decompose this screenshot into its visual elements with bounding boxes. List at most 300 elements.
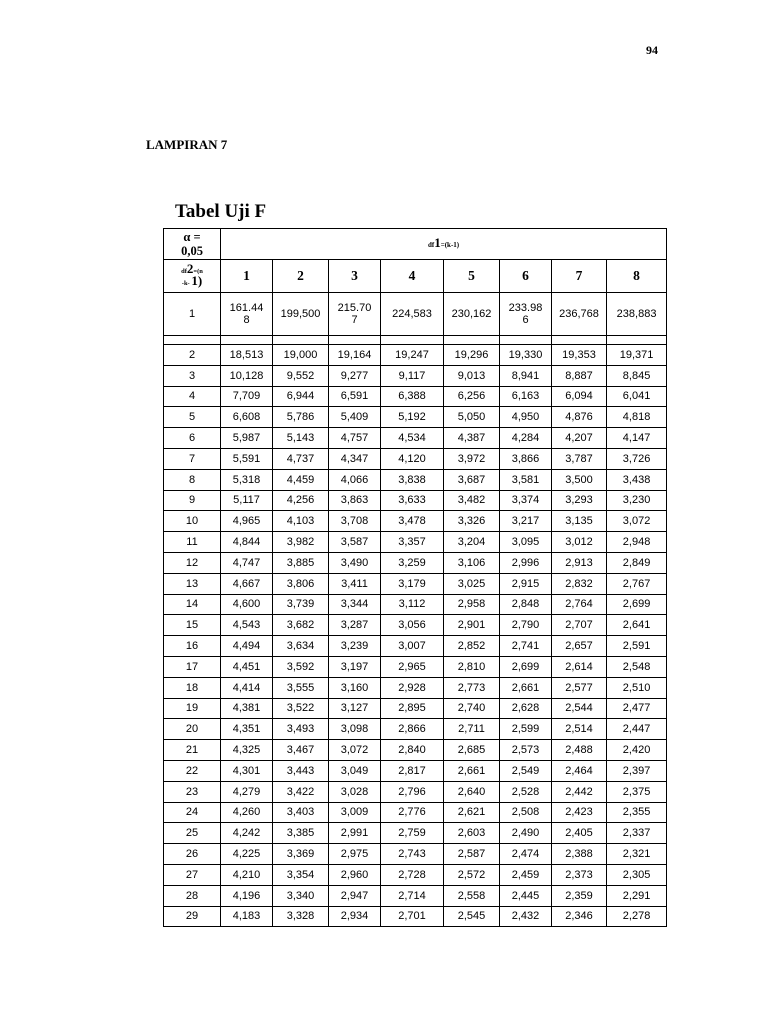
row-label: 3 [164, 365, 221, 386]
cell-value: 199,500 [280, 308, 321, 320]
table-cell: 2,528 [500, 781, 552, 802]
table-row [164, 740, 667, 761]
row-label: 23 [164, 781, 221, 802]
table-cell: 5,318 [221, 469, 273, 490]
table-cell: 2,558 [444, 885, 500, 906]
table-cell: 3,982 [273, 532, 329, 553]
table-row [164, 573, 667, 594]
table-cell: 4,284 [500, 428, 552, 449]
table-row [164, 760, 667, 781]
table-cell: 2,790 [500, 615, 552, 636]
row-label: 11 [164, 532, 221, 553]
cell-value: 233.98 [508, 302, 543, 314]
table-cell: 2,699 [500, 656, 552, 677]
df1-subscript: 1 [434, 235, 441, 250]
table-cell: 3,112 [381, 594, 444, 615]
cell-value: 236,768 [559, 308, 599, 320]
table-cell: 3,049 [329, 760, 381, 781]
row-label: 20 [164, 719, 221, 740]
table-cell: 2,901 [444, 615, 500, 636]
table-cell: 4,534 [381, 428, 444, 449]
cell-value-cont: 8 [243, 314, 250, 326]
table-cell: 2,958 [444, 594, 500, 615]
table-cell: 2,895 [381, 698, 444, 719]
table-cell: 2,701 [381, 906, 444, 927]
table-cell: 2,614 [552, 656, 607, 677]
page-title: Tabel Uji F [175, 201, 267, 222]
table-cell: 19,296 [444, 345, 500, 366]
table-cell: 2,915 [500, 573, 552, 594]
table-cell: 3,581 [500, 469, 552, 490]
cell-value: 224,583 [392, 308, 432, 320]
table-cell: 2,508 [500, 802, 552, 823]
table-cell: 2,548 [607, 656, 667, 677]
df2-subscript: 2 [186, 261, 194, 276]
table-cell: 5,050 [444, 407, 500, 428]
table-cell: 10,128 [221, 365, 273, 386]
table-row [164, 656, 667, 677]
row-label: 26 [164, 844, 221, 865]
table-cell: 3,357 [381, 532, 444, 553]
table-cell: 4,120 [381, 448, 444, 469]
table-cell: 4,347 [329, 448, 381, 469]
table-cell: 9,552 [273, 365, 329, 386]
table-cell: 2,934 [329, 906, 381, 927]
table-cell: 2,373 [552, 864, 607, 885]
table-cell: 3,328 [273, 906, 329, 927]
column-header: 3 [329, 260, 381, 293]
table-cell: 4,387 [444, 428, 500, 449]
column-header: 5 [444, 260, 500, 293]
table-cell: 2,840 [381, 740, 444, 761]
alpha-value: 0,05 [181, 244, 203, 258]
table-cell: 4,260 [221, 802, 273, 823]
table-cell: 7,709 [221, 386, 273, 407]
table-cell: 4,747 [221, 552, 273, 573]
table-cell: 2,714 [381, 885, 444, 906]
cell-value: 238,883 [616, 308, 657, 320]
table-cell: 6,094 [552, 386, 607, 407]
table-cell: 2,591 [607, 636, 667, 657]
table-cell: 4,225 [221, 844, 273, 865]
table-cell: 4,147 [607, 428, 667, 449]
table-cell: 2,423 [552, 802, 607, 823]
table-cell: 2,545 [444, 906, 500, 927]
table-cell: 2,773 [444, 677, 500, 698]
table-cell: 2,628 [500, 698, 552, 719]
row-label: 10 [164, 511, 221, 532]
table-cell: 2,996 [500, 552, 552, 573]
table-cell: 3,028 [329, 781, 381, 802]
table-cell: 2,699 [607, 594, 667, 615]
table-cell: 6,591 [329, 386, 381, 407]
table-cell: 3,633 [381, 490, 444, 511]
table-cell: 8,941 [500, 365, 552, 386]
df2-prefix: df [181, 268, 187, 275]
table-cell [500, 293, 552, 336]
table-cell: 3,127 [329, 698, 381, 719]
table-cell: 2,474 [500, 844, 552, 865]
table-cell: 3,072 [607, 511, 667, 532]
table-cell: 9,013 [444, 365, 500, 386]
table-cell: 2,685 [444, 740, 500, 761]
table-cell: 6,944 [273, 386, 329, 407]
table-cell: 4,494 [221, 636, 273, 657]
table-cell: 2,817 [381, 760, 444, 781]
table-cell: 2,375 [607, 781, 667, 802]
table-cell: 4,242 [221, 823, 273, 844]
table-cell: 6,608 [221, 407, 273, 428]
table-row [164, 469, 667, 490]
table-cell: 2,321 [607, 844, 667, 865]
table-cell: 2,549 [500, 760, 552, 781]
table-cell: 5,192 [381, 407, 444, 428]
table-row [164, 823, 667, 844]
table-cell: 2,975 [329, 844, 381, 865]
table-cell: 3,354 [273, 864, 329, 885]
table-cell [607, 293, 667, 336]
row-label: 13 [164, 573, 221, 594]
table-cell: 2,420 [607, 740, 667, 761]
table-cell: 19,371 [607, 345, 667, 366]
row-label: 19 [164, 698, 221, 719]
table-cell: 5,409 [329, 407, 381, 428]
table-cell: 2,278 [607, 906, 667, 927]
table-cell: 4,183 [221, 906, 273, 927]
table-cell: 3,374 [500, 490, 552, 511]
row-label: 27 [164, 864, 221, 885]
table-row [164, 615, 667, 636]
table-cell: 2,477 [607, 698, 667, 719]
table-cell: 4,737 [273, 448, 329, 469]
row-label: 8 [164, 469, 221, 490]
table-row [164, 844, 667, 865]
table-cell: 2,657 [552, 636, 607, 657]
row-label: 15 [164, 615, 221, 636]
table-cell: 3,293 [552, 490, 607, 511]
table-cell: 3,012 [552, 532, 607, 553]
table-cell [552, 293, 607, 336]
table-row [164, 490, 667, 511]
table-cell: 2,947 [329, 885, 381, 906]
table-cell: 4,818 [607, 407, 667, 428]
table-cell: 3,806 [273, 573, 329, 594]
table-cell: 3,787 [552, 448, 607, 469]
table-cell: 3,467 [273, 740, 329, 761]
table-cell: 4,351 [221, 719, 273, 740]
row-label: 21 [164, 740, 221, 761]
table-cell: 4,667 [221, 573, 273, 594]
row-label: 2 [164, 345, 221, 366]
table-cell: 2,447 [607, 719, 667, 740]
table-cell: 2,759 [381, 823, 444, 844]
row-label: 25 [164, 823, 221, 844]
table-row [164, 552, 667, 573]
table-cell: 4,066 [329, 469, 381, 490]
table-cell: 2,305 [607, 864, 667, 885]
table-cell: 6,163 [500, 386, 552, 407]
table-cell: 2,346 [552, 906, 607, 927]
table-cell: 2,796 [381, 781, 444, 802]
table-cell: 6,041 [607, 386, 667, 407]
table-row [164, 345, 667, 366]
table-cell: 3,411 [329, 573, 381, 594]
table-cell: 2,832 [552, 573, 607, 594]
table-cell: 3,098 [329, 719, 381, 740]
table-cell: 8,887 [552, 365, 607, 386]
table-cell: 2,577 [552, 677, 607, 698]
row-label: 17 [164, 656, 221, 677]
table-cell [329, 293, 381, 336]
table-cell: 4,210 [221, 864, 273, 885]
table-cell: 2,810 [444, 656, 500, 677]
table-cell: 3,500 [552, 469, 607, 490]
cell-value: 215.70 [337, 302, 372, 314]
table-cell: 19,353 [552, 345, 607, 366]
table-cell [273, 293, 329, 336]
table-cell: 3,522 [273, 698, 329, 719]
table-row [164, 594, 667, 615]
df2-formula-cont: -k- [181, 280, 190, 287]
table-cell: 6,388 [381, 386, 444, 407]
table-cell: 4,600 [221, 594, 273, 615]
table-cell: 2,641 [607, 615, 667, 636]
table-row [164, 386, 667, 407]
row-label: 16 [164, 636, 221, 657]
table-cell: 3,866 [500, 448, 552, 469]
row-label: 18 [164, 677, 221, 698]
table-cell: 3,326 [444, 511, 500, 532]
table-cell: 3,106 [444, 552, 500, 573]
table-row [164, 864, 667, 885]
table-cell: 3,009 [329, 802, 381, 823]
table-cell: 4,301 [221, 760, 273, 781]
table-cell: 4,196 [221, 885, 273, 906]
table-cell: 3,443 [273, 760, 329, 781]
table-spacer-row [164, 336, 667, 345]
table-cell: 3,344 [329, 594, 381, 615]
table-cell: 3,160 [329, 677, 381, 698]
table-cell: 3,007 [381, 636, 444, 657]
table-cell: 2,432 [500, 906, 552, 927]
row-label: 24 [164, 802, 221, 823]
table-cell: 3,438 [607, 469, 667, 490]
table-cell: 2,965 [381, 656, 444, 677]
table-cell: 3,708 [329, 511, 381, 532]
table-cell: 2,661 [444, 760, 500, 781]
table-row [164, 885, 667, 906]
table-cell: 2,728 [381, 864, 444, 885]
row-label: 1 [164, 293, 221, 336]
table-row [164, 532, 667, 553]
table-row [164, 428, 667, 449]
table-cell [381, 293, 444, 336]
cell-value: 161.44 [229, 302, 264, 314]
table-cell: 3,072 [329, 740, 381, 761]
table-cell: 2,948 [607, 532, 667, 553]
table-cell: 3,056 [381, 615, 444, 636]
table-cell [444, 293, 500, 336]
row-label: 28 [164, 885, 221, 906]
table-cell: 2,464 [552, 760, 607, 781]
table-cell: 2,960 [329, 864, 381, 885]
table-cell: 2,743 [381, 844, 444, 865]
table-cell: 2,514 [552, 719, 607, 740]
table-cell: 4,414 [221, 677, 273, 698]
column-header: 1 [221, 260, 273, 293]
table-cell: 3,179 [381, 573, 444, 594]
table-cell: 3,403 [273, 802, 329, 823]
table-cell: 3,135 [552, 511, 607, 532]
table-cell: 2,445 [500, 885, 552, 906]
table-cell: 2,621 [444, 802, 500, 823]
row-label: 12 [164, 552, 221, 573]
table-cell: 2,544 [552, 698, 607, 719]
table-row [164, 407, 667, 428]
column-header: 4 [381, 260, 444, 293]
table-cell: 5,987 [221, 428, 273, 449]
table-cell: 4,844 [221, 532, 273, 553]
table-cell: 2,603 [444, 823, 500, 844]
table-cell: 3,726 [607, 448, 667, 469]
df1-header [221, 229, 667, 260]
table-cell: 9,277 [329, 365, 381, 386]
table-cell: 4,451 [221, 656, 273, 677]
table-cell: 3,204 [444, 532, 500, 553]
table-row [164, 677, 667, 698]
table-cell: 3,197 [329, 656, 381, 677]
table-cell: 4,459 [273, 469, 329, 490]
df1-formula: =(k-1) [440, 241, 460, 249]
table-cell: 3,340 [273, 885, 329, 906]
table-cell: 2,459 [500, 864, 552, 885]
table-cell: 2,913 [552, 552, 607, 573]
table-cell: 3,972 [444, 448, 500, 469]
table-row [164, 781, 667, 802]
f-distribution-table [163, 228, 667, 927]
table-cell: 5,117 [221, 490, 273, 511]
table-row [164, 636, 667, 657]
table-cell: 2,740 [444, 698, 500, 719]
table-cell: 3,217 [500, 511, 552, 532]
table-cell: 2,848 [500, 594, 552, 615]
table-cell: 2,767 [607, 573, 667, 594]
table-cell: 4,325 [221, 740, 273, 761]
df1-prefix: df [428, 241, 435, 249]
table-cell: 6,256 [444, 386, 500, 407]
column-header: 7 [552, 260, 607, 293]
table-cell [221, 293, 273, 336]
table-cell: 2,337 [607, 823, 667, 844]
table-cell: 4,876 [552, 407, 607, 428]
table-cell: 2,640 [444, 781, 500, 802]
table-cell: 3,838 [381, 469, 444, 490]
table-cell: 3,230 [607, 490, 667, 511]
column-header: 8 [607, 260, 667, 293]
cell-value-cont: 7 [351, 314, 358, 326]
table-cell: 3,634 [273, 636, 329, 657]
table-cell: 2,359 [552, 885, 607, 906]
table-cell: 19,164 [329, 345, 381, 366]
table-cell: 19,000 [273, 345, 329, 366]
table-cell: 3,863 [329, 490, 381, 511]
df2-header [164, 260, 221, 293]
table-cell: 4,381 [221, 698, 273, 719]
table-cell: 5,143 [273, 428, 329, 449]
table-cell: 3,025 [444, 573, 500, 594]
table-cell: 3,385 [273, 823, 329, 844]
table-row [164, 719, 667, 740]
cell-value-cont: 6 [522, 314, 529, 326]
table-cell: 3,739 [273, 594, 329, 615]
df2-formula: =(n [193, 268, 203, 275]
table-row [164, 802, 667, 823]
row-label: 22 [164, 760, 221, 781]
table-cell: 2,711 [444, 719, 500, 740]
table-cell: 4,543 [221, 615, 273, 636]
table-cell: 3,687 [444, 469, 500, 490]
table-cell: 2,510 [607, 677, 667, 698]
table-cell: 2,488 [552, 740, 607, 761]
table-cell: 3,682 [273, 615, 329, 636]
table-cell: 3,885 [273, 552, 329, 573]
table-cell: 3,287 [329, 615, 381, 636]
table-cell: 2,490 [500, 823, 552, 844]
table-cell: 2,741 [500, 636, 552, 657]
row-label: 29 [164, 906, 221, 927]
table-cell: 2,991 [329, 823, 381, 844]
table-cell: 2,587 [444, 844, 500, 865]
table-cell: 3,422 [273, 781, 329, 802]
table-cell: 3,587 [329, 532, 381, 553]
table-row [164, 511, 667, 532]
table-cell: 4,757 [329, 428, 381, 449]
table-cell: 2,291 [607, 885, 667, 906]
df2-formula-end: 1) [191, 273, 203, 288]
table-cell: 2,776 [381, 802, 444, 823]
table-cell: 4,279 [221, 781, 273, 802]
table-cell: 3,095 [500, 532, 552, 553]
table-cell: 3,555 [273, 677, 329, 698]
table-cell: 2,661 [500, 677, 552, 698]
appendix-label: LAMPIRAN 7 [146, 137, 228, 152]
table-cell: 2,599 [500, 719, 552, 740]
table-cell: 4,103 [273, 511, 329, 532]
table-cell: 2,849 [607, 552, 667, 573]
table-cell: 2,928 [381, 677, 444, 698]
table-cell: 3,239 [329, 636, 381, 657]
table-cell: 2,573 [500, 740, 552, 761]
table-cell: 4,207 [552, 428, 607, 449]
row-label: 7 [164, 448, 221, 469]
table-cell: 3,490 [329, 552, 381, 573]
table-row [164, 698, 667, 719]
row-label: 9 [164, 490, 221, 511]
table-cell: 2,707 [552, 615, 607, 636]
table-cell: 2,388 [552, 844, 607, 865]
table-cell: 3,478 [381, 511, 444, 532]
alpha-label: α = [183, 230, 201, 244]
page-number: 94 [646, 43, 658, 57]
table-cell: 8,845 [607, 365, 667, 386]
column-header: 6 [500, 260, 552, 293]
table-row [164, 365, 667, 386]
table-cell: 9,117 [381, 365, 444, 386]
table-cell: 2,397 [607, 760, 667, 781]
table-row [164, 906, 667, 927]
row-label: 14 [164, 594, 221, 615]
column-header: 2 [273, 260, 329, 293]
